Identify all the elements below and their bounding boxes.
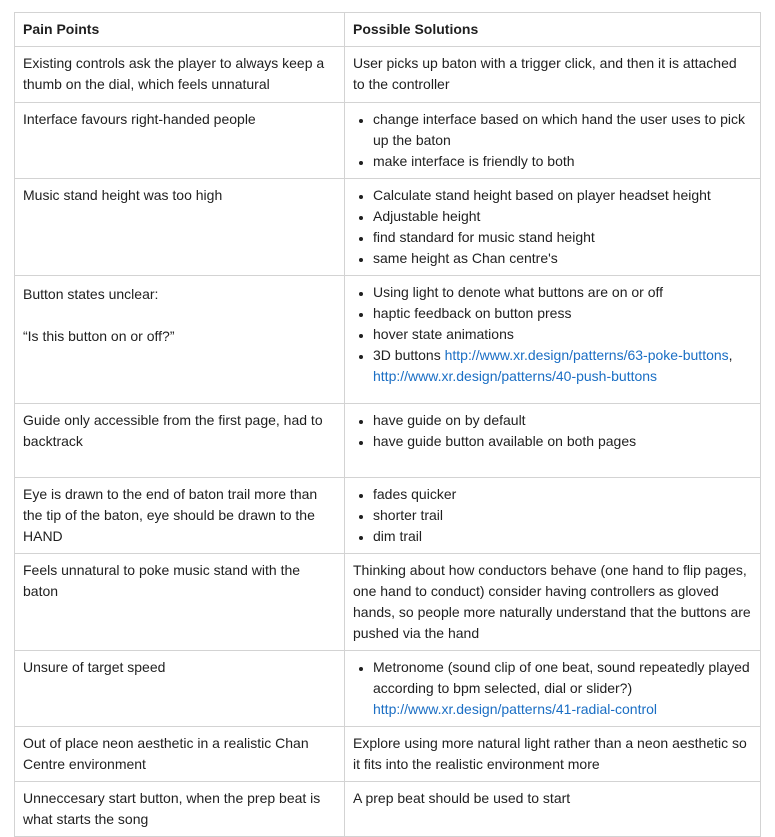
list-item: • make interface is friendly to both [373,151,752,172]
pain-text: Unneccesary start button, when the prep beat is what starts the song [23,790,321,827]
metronome-text: Metronome (sound clip of one beat, sound repeatedly played according to bpm selected, dial or slider?) [373,659,750,696]
radial-control-link[interactable]: http://www.xr.design/patterns/41-radial-control [373,701,658,717]
table-row [15,478,761,554]
table-row [15,103,761,179]
solution-list [353,185,752,269]
list-item: • dim trail [373,526,752,547]
link-separator: , [728,347,733,363]
solution-cell [345,276,761,404]
list-item [373,657,752,720]
solution-cell [345,478,761,554]
pain-text: Interface favours right-handed people [23,111,256,127]
pain-text: Feels unnatural to poke music stand with the baton [23,562,301,599]
list-item: • Calculate stand height based on player headset height [373,185,752,206]
solution-cell [345,651,761,727]
table-row [15,782,761,837]
header-pain-points: Pain Points [15,13,345,47]
solution-text: A prep beat should be used to start [353,790,571,806]
pain-cell [15,651,345,727]
solution-text: Thinking about how conductors behave (one hand to flip pages, one hand to conduct) consider having controllers as gloved hands, so people more naturally understand that the buttons are pushed via the hand [353,562,751,641]
table-row [15,554,761,651]
list-item [373,345,752,387]
list-item: • change interface based on which hand the user uses to pick up the baton [373,109,752,151]
solution-cell [345,554,761,651]
list-item: • hover state animations [373,324,752,345]
pain-cell [15,782,345,837]
table-row [15,179,761,276]
solution-list [353,410,752,452]
solution-cell [345,404,761,478]
solution-cell [345,103,761,179]
solution-list [353,657,752,720]
pain-cell [15,727,345,782]
pain-quote: “Is this button on or off?” [23,328,175,344]
table-row [15,404,761,478]
solution-text: User picks up baton with a trigger click, and then it is attached to the controller [353,55,737,92]
solution-cell [345,47,761,103]
solution-list [353,282,752,387]
list-item-prefix: 3D buttons [373,347,445,363]
solution-cell [345,782,761,837]
list-item: • Adjustable height [373,206,752,227]
poke-buttons-link[interactable]: http://www.xr.design/patterns/63-poke-buttons [444,347,729,363]
solution-cell [345,727,761,782]
table-row [15,276,761,404]
list-item: • have guide on by default [373,410,752,431]
list-item: • Using light to denote what buttons are on or off [373,282,752,303]
push-buttons-link[interactable]: http://www.xr.design/patterns/40-push-buttons [373,368,658,384]
table-row [15,651,761,727]
pain-text: Music stand height was too high [23,187,223,203]
table-row [15,47,761,103]
pain-cell [15,276,345,404]
table-row [15,727,761,782]
pain-text: Button states unclear: [23,286,159,302]
pain-cell [15,179,345,276]
list-item: • haptic feedback on button press [373,303,752,324]
pain-text: Existing controls ask the player to always keep a thumb on the dial, which feels unnatural [23,55,325,92]
pain-cell [15,47,345,103]
pain-cell [15,404,345,478]
header-possible-solutions: Possible Solutions [345,13,761,47]
table-header-row [15,13,761,47]
pain-text: Eye is drawn to the end of baton trail more than the tip of the baton, eye should be drawn to the HAND [23,486,318,544]
list-item: • find standard for music stand height [373,227,752,248]
solution-text: Explore using more natural light rather than a neon aesthetic so it fits into the realistic environment more [353,735,747,772]
list-item: • same height as Chan centre's [373,248,752,269]
list-item: • have guide button available on both pages [373,431,752,452]
solution-list [353,484,752,547]
list-item: • fades quicker [373,484,752,505]
pain-points-table [14,12,761,837]
pain-cell [15,478,345,554]
solution-list [353,109,752,172]
solution-cell [345,179,761,276]
pain-text: Out of place neon aesthetic in a realistic Chan Centre environment [23,735,309,772]
pain-text: Guide only accessible from the first page, had to backtrack [23,412,323,449]
pain-text: Unsure of target speed [23,659,166,675]
pain-cell [15,554,345,651]
pain-cell [15,103,345,179]
list-item: • shorter trail [373,505,752,526]
